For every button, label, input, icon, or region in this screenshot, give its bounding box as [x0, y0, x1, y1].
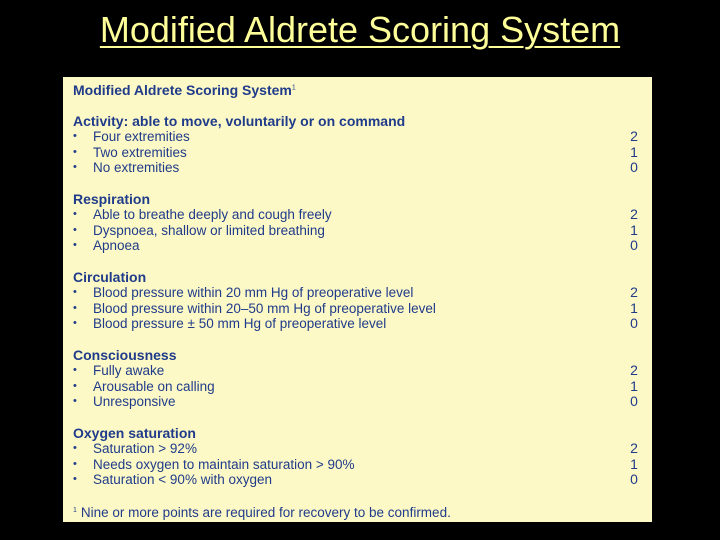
- footnote-marker: 1: [73, 506, 77, 514]
- item-score: 0: [630, 159, 638, 176]
- section-activity: [73, 113, 643, 191]
- section-oxygen-saturation: [73, 425, 643, 503]
- bullet-icon: •: [73, 457, 77, 470]
- item-score: 2: [630, 440, 638, 456]
- item-score: 2: [630, 362, 638, 378]
- item-label: No extremities: [93, 160, 180, 176]
- bullet-icon: •: [73, 379, 77, 392]
- bullet-icon: •: [73, 239, 77, 252]
- item-score: 1: [630, 377, 638, 394]
- item-score: 1: [630, 455, 638, 472]
- item-label: Blood pressure ± 50 mm Hg of preoperative level: [93, 316, 387, 332]
- score-item: [73, 379, 643, 395]
- score-item: [73, 301, 643, 317]
- item-score: 2: [630, 128, 638, 144]
- item-label: Two extremities: [93, 144, 187, 160]
- score-sections: [73, 113, 643, 503]
- section-header: Activity: able to move, voluntarily or on command: [73, 113, 406, 129]
- item-label: Dyspnoea, shallow or limited breathing: [93, 222, 325, 238]
- section-header: Oxygen saturation: [73, 425, 196, 441]
- item-label: Unresponsive: [93, 394, 176, 410]
- bullet-icon: •: [73, 301, 77, 314]
- section-circulation: [73, 269, 643, 347]
- section-header: Respiration: [73, 191, 151, 207]
- score-item: [73, 160, 643, 176]
- item-label: Able to breathe deeply and cough freely: [93, 207, 332, 222]
- bullet-icon: •: [73, 442, 77, 454]
- score-item: [73, 457, 643, 473]
- item-label: Blood pressure within 20–50 mm Hg of preoperative level: [93, 300, 436, 316]
- score-item: [73, 238, 643, 254]
- item-label: Four extremities: [93, 129, 190, 144]
- item-label: Blood pressure within 20 mm Hg of preoperative level: [93, 285, 414, 300]
- card-title-text: Modified Aldrete Scoring System: [73, 82, 292, 98]
- bullet-icon: •: [73, 317, 77, 330]
- score-item: [73, 363, 643, 379]
- section-header: Consciousness: [73, 347, 177, 363]
- score-item: [73, 441, 643, 457]
- item-score: 2: [630, 206, 638, 222]
- section-respiration: [73, 191, 643, 269]
- score-item: [73, 223, 643, 239]
- section-header: Circulation: [73, 269, 147, 285]
- title-footnote-marker: 1: [291, 84, 296, 92]
- section-consciousness: [73, 347, 643, 425]
- item-score: 1: [630, 221, 638, 238]
- item-label: Fully awake: [93, 363, 165, 378]
- item-score: 1: [630, 143, 638, 160]
- footnote-text: Nine or more points are required for recovery to be confirmed.: [80, 505, 451, 520]
- bullet-icon: •: [73, 395, 77, 408]
- item-label: Apnoea: [93, 238, 140, 254]
- item-score: 1: [630, 299, 638, 316]
- bullet-icon: •: [73, 208, 77, 220]
- card-title: [73, 82, 296, 98]
- score-item: [73, 394, 643, 410]
- scoring-card: [63, 77, 652, 522]
- footnote: [73, 505, 451, 520]
- item-score: 0: [630, 315, 638, 332]
- item-score: 0: [630, 237, 638, 254]
- item-label: Needs oxygen to maintain saturation > 90%: [93, 456, 355, 472]
- score-item: [73, 207, 643, 223]
- bullet-icon: •: [73, 130, 77, 142]
- score-item: [73, 129, 643, 145]
- item-score: 0: [630, 471, 638, 488]
- bullet-icon: •: [73, 223, 77, 236]
- item-label: Saturation < 90% with oxygen: [93, 472, 272, 488]
- item-label: Arousable on calling: [93, 378, 215, 394]
- score-item: [73, 285, 643, 301]
- bullet-icon: •: [73, 286, 77, 298]
- bullet-icon: •: [73, 145, 77, 158]
- score-item: [73, 145, 643, 161]
- score-item: [73, 472, 643, 488]
- bullet-icon: •: [73, 161, 77, 174]
- score-item: [73, 316, 643, 332]
- bullet-icon: •: [73, 364, 77, 376]
- bullet-icon: •: [73, 473, 77, 486]
- item-score: 2: [630, 284, 638, 300]
- item-label: Saturation > 92%: [93, 441, 197, 456]
- item-score: 0: [630, 393, 638, 410]
- slide-title: Modified Aldrete Scoring System: [99, 9, 621, 50]
